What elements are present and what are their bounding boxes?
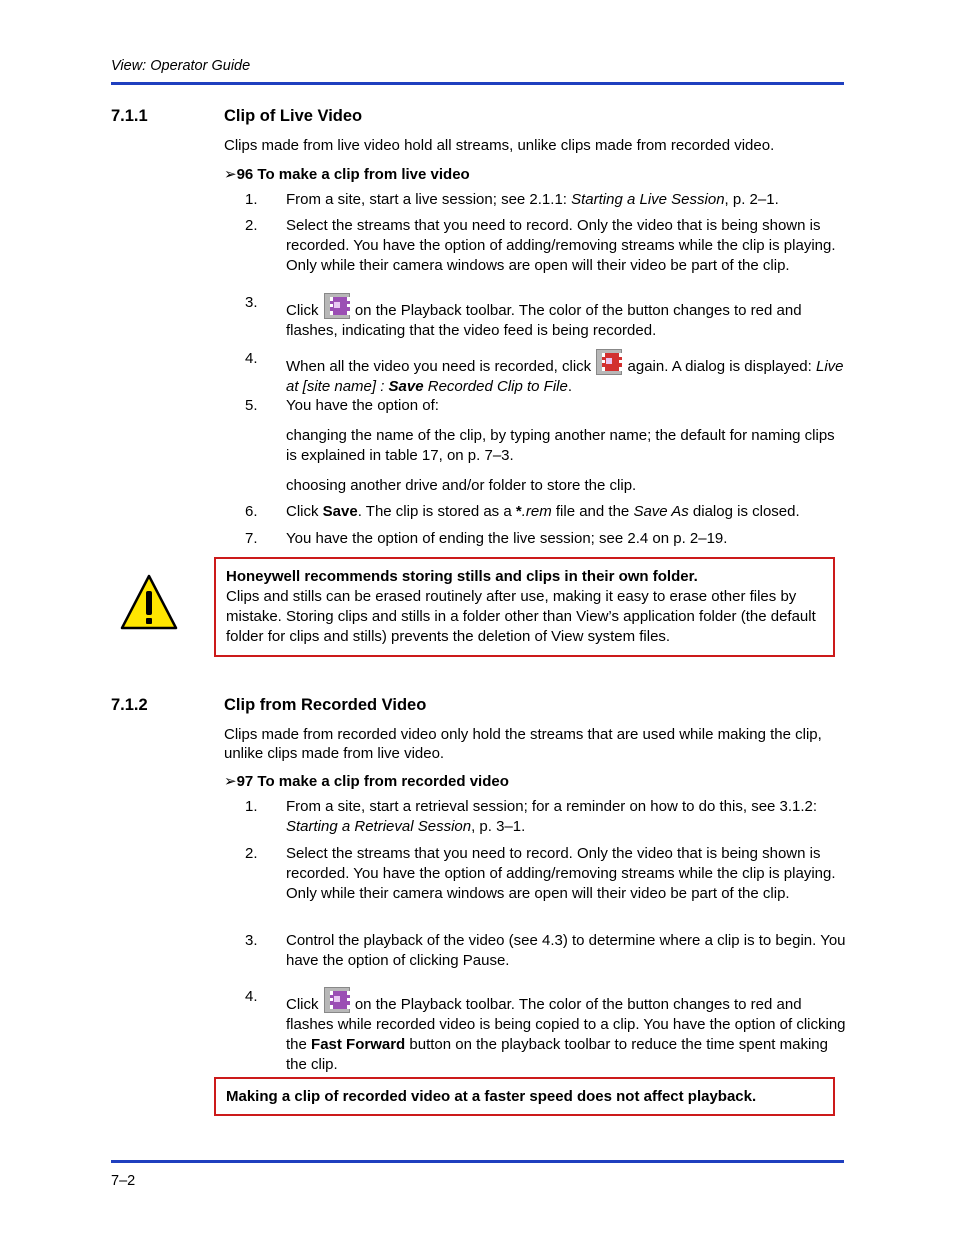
step-number: 5.: [245, 397, 258, 414]
section-title: Clip of Live Video: [224, 107, 363, 125]
step-text: Select the streams that you need to record. Only the video that is being shown is recorded. You have the option of adding/removing streams while the clip is playing. Only while their camera windows are open will their video be part of the clip.: [286, 217, 836, 274]
clip-button-icon: [324, 987, 350, 1013]
step-number: 4.: [245, 988, 258, 1005]
section-intro: Clips made from live video hold all streams, unlike clips made from recorded video.: [224, 137, 775, 154]
step-text: Click Save. The clip is stored as a *.rem file and the Save As dialog is closed.: [286, 503, 800, 520]
procedure-title: ➢97 To make a clip from recorded video: [224, 773, 509, 790]
warning-box: [214, 557, 835, 657]
note-box: [214, 1077, 835, 1116]
warning-body: Clips and stills can be erased routinely after use, making it easy to erase other files by mistake. Storing clips and stills in a folder other than View’s application folder (the default folder for clips and stills) prevents the deletion of View system files.: [226, 588, 816, 645]
running-header: View: Operator Guide: [111, 58, 251, 74]
step-number: 4.: [245, 350, 258, 367]
section-number: 7.1.1: [111, 107, 148, 125]
section-number: 7.1.2: [111, 696, 148, 714]
clip-button-icon: [324, 293, 350, 319]
step-number: 2.: [245, 845, 258, 862]
procedure-title: ➢96 To make a clip from live video: [224, 166, 470, 183]
step-text: Click on the Playback toolbar. The color of the button changes to red and flashes while recorded video is being copied to a clip. You have the option of clicking the Fast Forward button on the playback toolbar to reduce the time spent making the clip.: [286, 987, 846, 1075]
footer-rule: [111, 1160, 844, 1163]
warning-heading: Honeywell recommends storing stills and clips in their own folder.: [226, 568, 698, 585]
step-text: When all the video you need is recorded, click again. A dialog is displayed: Live at [site name] : Save Recorded Clip to File.: [286, 349, 846, 397]
step-text: You have the option of:: [286, 397, 439, 414]
step-text: Select the streams that you need to record. Only the video that is being shown is recorded. You have the option of adding/removing streams while the clip is playing. Only while their camera windows are open will their video be part of the clip.: [286, 845, 836, 902]
step-text: You have the option of ending the live session; see 2.4 on p. 2–19.: [286, 530, 728, 547]
step-text: From a site, start a live session; see 2.1.1: Starting a Live Session, p. 2–1.: [286, 191, 779, 208]
step-number: 1.: [245, 798, 258, 815]
step-text: Click on the Playback toolbar. The color of the button changes to red and flashes, indicating that the video feed is being recorded.: [286, 293, 846, 341]
clip-button-recording-icon: [596, 349, 622, 375]
section-intro: Clips made from recorded video only hold the streams that are used while making the clip, unlike clips made from live video.: [224, 726, 822, 762]
step-option: changing the name of the clip, by typing another name; the default for naming clips is explained in table 17, on p. 7–3.: [286, 427, 835, 464]
note-text: Making a clip of recorded video at a faster speed does not affect playback.: [226, 1088, 757, 1105]
step-number: 3.: [245, 932, 258, 949]
step-number: 2.: [245, 217, 258, 234]
section-title: Clip from Recorded Video: [224, 696, 427, 714]
step-number: 6.: [245, 503, 258, 520]
step-text: Control the playback of the video (see 4.3) to determine where a clip is to begin. You have the option of clicking Pause.: [286, 932, 846, 969]
step-option: choosing another drive and/or folder to store the clip.: [286, 477, 637, 494]
step-number: 7.: [245, 530, 258, 547]
step-number: 3.: [245, 294, 258, 311]
step-number: 1.: [245, 191, 258, 208]
warning-icon: [120, 574, 178, 630]
step-text: From a site, start a retrieval session; for a reminder on how to do this, see 3.1.2: Starting a Retrieval Session, p. 3–1.: [286, 798, 818, 835]
page-number: 7–2: [111, 1173, 136, 1189]
header-rule: [111, 82, 844, 85]
